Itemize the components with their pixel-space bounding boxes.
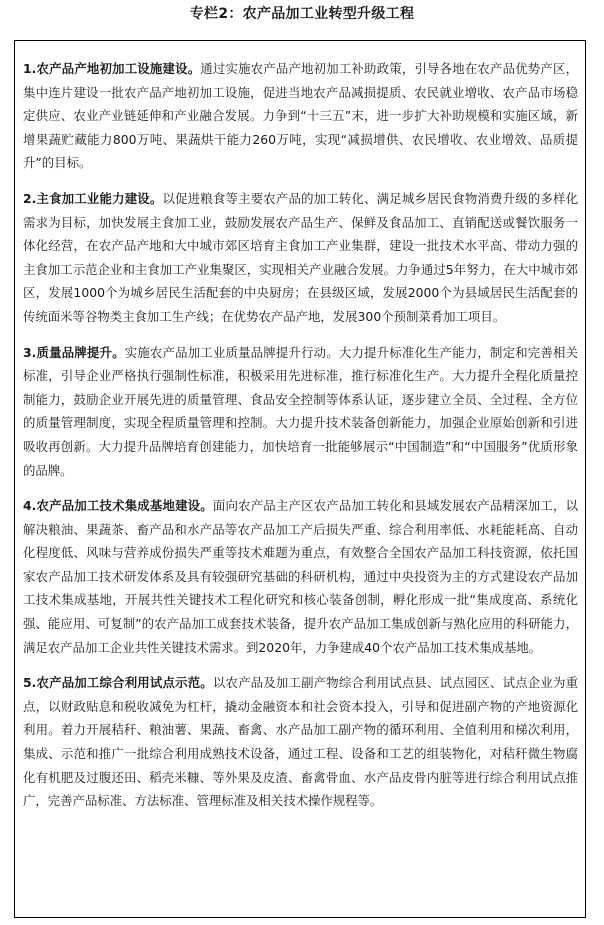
section-5-heading: 5.农产品加工综合利用试点示范。	[23, 675, 213, 691]
section-1-body: 通过实施农产品产地初加工补助政策，引导各地在农产品优势产区，集中连片建设一批农产品产地初加工设施，促进当地农产品减损提质、农民就业增收、农产品市场稳定供应、农业产业链延伸和产业融合发展。力争到“十三五”末，进一步扩大补助规模和实施区域，新增果蔬贮藏能力800万吨、果蔬烘干能力260万吨，实现“减损增供、农民增收、农业增效、品质提升”的目标。	[23, 61, 578, 171]
section-4	[23, 494, 578, 659]
section-2	[23, 187, 578, 329]
section-3-body: 实施农产品加工业质量品牌提升行动。大力提升标准化生产能力，制定和完善相关标准，引导企业严格执行强制性标准，积极采用先进标准，推行标准化生产。大力提升全程化质量控制能力，鼓励企业开展先进的质量管理、食品安全控制等体系认证，逐步建立全员、全过程、全方位的质量管理制度，实现全程质量管理和控制。大力提升技术装备创新能力，加强企业原始创新和引进吸收再创新。大力提升品牌培育创建能力，加快培育一批能够展示“中国制造”和“中国服务”优质形象的品牌。	[23, 344, 578, 478]
section-4-heading: 4.农产品加工技术集成基地建设。	[23, 498, 213, 514]
section-1	[23, 57, 578, 175]
page-title: 专栏2：农产品加工业转型升级工程	[189, 6, 415, 22]
section-1-heading: 1.农产品产地初加工设施建设。	[23, 61, 201, 76]
section-3	[23, 341, 578, 483]
section-4-body: 面向农产品主产区农产品加工转化和县域发展农产品精深加工，以解决粮油、果蔬茶、畜产品和水产品等农产品加工产后损失严重、综合利用率低、水耗能耗高、自动化程度低、风味与营养成份损失严重等技术难题为重点，有效整合全国农产品加工科技资源，依托国家农产品加工技术研发体系及具有较强研究基础的科研机构，通过中央投资为主的方式建设农产品加工技术集成基地，开展共性关键技术工程化研究和核心装备创制，孵化形成一批“集成度高、系统化强、能应用、可复制”的农产品加工成套技术装备，提升农产品加工集成创新与熟化应用的科研能力，满足农产品加工企业共性关键技术需求。到2020年，力争建成40个农产品加工技术集成基地。	[23, 498, 578, 655]
section-5-body: 以农产品及加工副产物综合利用试点县、试点园区、试点企业为重点，以财政贴息和税收减免为杠杆，撬动金融资本和社会资本投入，引导和促进副产物的产地资源化利用。着力开展秸秆、粮油薯、果蔬、畜禽、水产品加工副产物的循环利用、全值利用和梯次利用，集成、示范和推广一批综合利用成熟技术设备，通过工程、设备和工艺的组装物化，对秸秆微生物腐化有机肥及过腹还田、稻壳米糠、等外果及皮渣、畜禽骨血、水产品皮骨内脏等进行综合利用试点推广，完善产品标准、方法标准、管理标准及相关技术操作规程等。	[23, 675, 578, 809]
section-2-body: 以促进粮食等主要农产品的加工转化、满足城乡居民食物消费升级的多样化需求为目标，加快发展主食加工业，鼓励发展农产品生产、保鲜及食品加工、直销配送或餐饮服务一体化经营，在农产品产地和大中城市郊区培育主食加工产业集群，建设一批技术水平高、带动力强的主食加工示范企业和主食加工产业集聚区，实现相关产业融合发展。力争通过5年努力，在大中城市郊区，发展1000个为城乡居民生活配套的中央厨房；在县级区域，发展2000个为县域居民生活配套的传统面米等谷物类主食加工生产线；在优势农产品产地，发展300个预制菜肴加工项目。	[23, 190, 578, 324]
section-3-heading: 3.质量品牌提升。	[23, 344, 125, 360]
section-2-heading: 2.主食加工业能力建设。	[23, 190, 163, 206]
section-5	[23, 671, 578, 813]
column-box	[14, 40, 586, 918]
